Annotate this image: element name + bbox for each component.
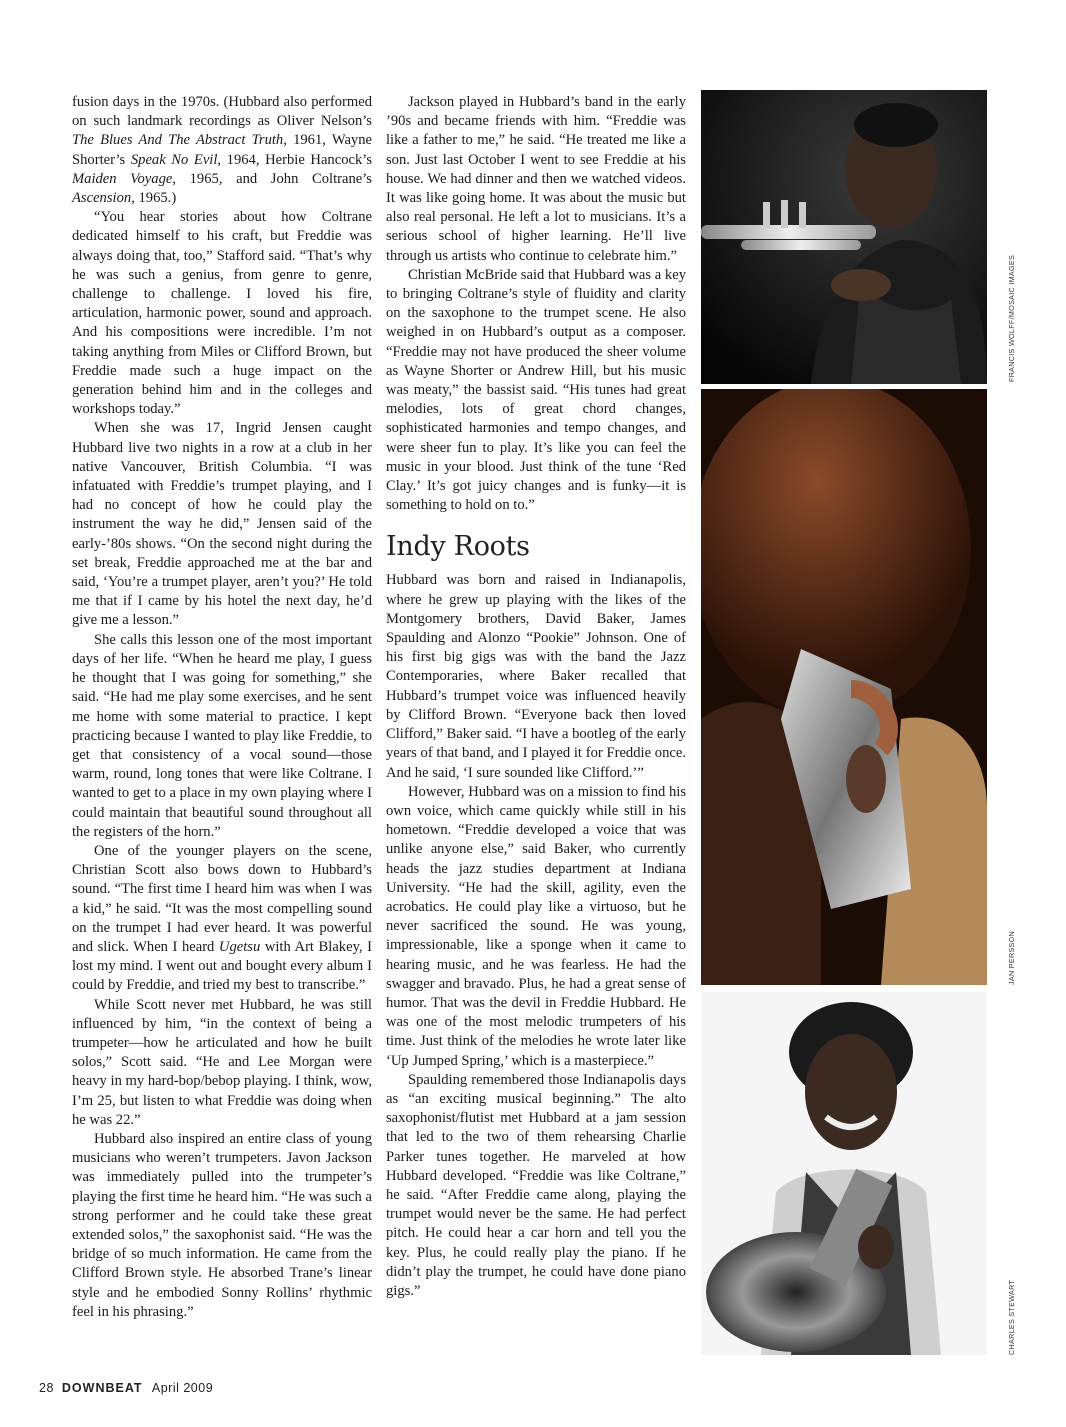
article-paragraph: While Scott never met Hubbard, he was still influenced by him, “in the context of being a trumpeter—how he articulated and how he built solos,” Scott said. “He and Lee Morgan were heavy in my hard-bop/bebop playing. I think, wow, I’m 25, but listen to what Freddie was doing when he was 22.” (72, 996, 372, 1128)
photo-hubbard-closeup-playing (701, 389, 987, 985)
article-paragraph: Hubbard also inspired an entire class of young musicians who weren’t trumpeters. Javon Jackson was immediately pulled into the trumpeter’s playing the first time he heard him. “He was such a strong performer and he could take these great extended solos,” the saxophonist said. “He was the bridge of so much information. He came from the Clifford Brown style. He absorbed Trane’s linear style and he embodied Sonny Rollins’ rhythmic feel in his phrasing.” (72, 1130, 372, 1320)
article-paragraph: “You hear stories about how Coltrane dedicated himself to his craft, but Freddie was always doing that, too,” Stafford said. “That’s why he was such a genius, from genre to genre, challenge to challenge. I loved his fire, articulation, harmonic power, sound and approach. And his compositions were incredible. I’m not taking anything from Miles or Clifford Brown, but Freddie made such a huge impact on the generation behind him and in the colleges and workshops today.” (72, 209, 372, 418)
article-column-2 (386, 93, 686, 1301)
photo-credit-3: CHARLES STEWART (1007, 1279, 1016, 1355)
photo-illustration (701, 389, 987, 985)
italic-title: Speak No Evil (130, 151, 218, 168)
article-paragraph: She calls this lesson one of the most important days of her life. “When he heard me play, I guess he thought that I was going for something,” she said. “He had me play some exercises, and he sent me home with some material to practice. I kept practicing because I wanted to play like Freddie, to get that consistency of a vocal sound—those warm, round, long tones that were like Coltrane. I wanted to get to a place in my own playing where I could maintain that beautiful sound throughout all the registers of the horn.” (72, 631, 372, 840)
article-paragraph: When she was 17, Ingrid Jensen caught Hubbard live two nights in a row at a club in her native Vancouver, British Columbia. “I was infatuated with Freddie’s trumpet playing, and I had no concept of how he could play the instrument the way he did,” Jensen said of the early-’80s shows. “On the second night during the set break, Freddie approached me at the bar and said, ‘You’re a trumpet player, aren’t you?’ He told me that if I came by his hotel the next day, he’d give me a lesson.” (72, 420, 372, 629)
italic-title: Ascension (72, 190, 132, 207)
photo-young-hubbard-with-trumpet (701, 90, 987, 384)
article-paragraph: Hubbard was born and raised in Indianapolis, where he grew up playing with the likes of the Montgomery brothers, David Baker, James Spaulding and Alonzo “Pookie” Johnson. One of his first big gigs was with the band the Jazz Contemporaries, where Baker recalled that Hubbard’s trumpet voice was influenced heavily by Clifford Brown. “Everyone back then loved Clifford,” Baker said. “I have a bootleg of the early years of that band, and I played it for Freddie once. And he said, ‘I sure sounded like Clifford.’” (386, 572, 687, 781)
article-paragraph: Christian McBride said that Hubbard was a key to bringing Coltrane’s style of fluidity and clarity on the saxophone to the trumpet scene. He also weighed in on Hubbard’s output as a composer. “Freddie may not have produced the sheer volume as Wayne Shorter or Andrew Hill, but his music was meaty,” the bassist said. “His tunes had great melodies, lots of great chord changes, sophisticated harmonies and tempo changes, and were sheer fun to play. It’s like you can feel the music in your blood. Just think of the tune ‘Red Clay.’ It’s got juicy changes and is funky—it is something to hold on to.” (386, 266, 686, 514)
section-heading: Indy Roots (386, 531, 530, 563)
article-paragraph: Jackson played in Hubbard’s band in the early ’90s and became friends with him. “Freddie was like a father to me,” he said. “He treated me like a son. Just last October I went to see Freddie at his house. We had dinner and then we watched videos. It was like going home. It was about the music but also real personal. He left a lot to musicians. It’s a serious school of higher learning. He’ll live through us artists who continue to celebrate him.” (386, 94, 686, 264)
issue-date: April 2009 (151, 1381, 214, 1395)
photo-illustration (701, 90, 987, 384)
photo-credit-2: JAN PERSSON (1007, 930, 1016, 985)
article-paragraph: However, Hubbard was on a mission to find his own voice, which came quickly while still in his hometown. “Freddie developed a voice that was unlike anyone else,” said Baker, who currently heads the jazz studies department at Indiana University. “He had the skill, agility, even the acrobatics. He could play like a virtuoso, but he never sacrificed the sound. He was young, impressionable, like a sponge when it came to hearing music, and he was fearless. He had the swagger and bravado. Plus, he had a great sense of humor. That was the devil in Freddie Hubbard. He was one of the most melodic trumpeters of his time. Just think of the melodies he wrote later like ‘Up Jumped Spring,’ which is a masterpiece.” (386, 783, 686, 1069)
page-number: 28 (39, 1381, 54, 1395)
article-paragraph: One of the younger players on the scene, Christian Scott also bows down to Hubbard’s sound. “The first time I heard him was when I was a kid,” he said. “It was the most compelling sound on the trumpet I had ever heard. It was powerful and slick. When I heard Ugetsu with Art Blakey, I lost my mind. I went out and bought every album I could by Freddie, and tried my best to transcribe.” (72, 842, 372, 994)
photo-credit-1: FRANCIS WOLFF/MOSAIC IMAGES (1007, 254, 1016, 382)
column-2-opening-text (386, 93, 686, 515)
photo-hubbard-smiling-with-trumpet (701, 992, 987, 1355)
italic-title: Maiden Voyage (72, 170, 173, 187)
column-2-section-text (386, 571, 686, 1301)
photo-illustration (701, 992, 987, 1355)
article-paragraph: fusion days in the 1970s. (Hubbard also performed on such landmark recordings as Oliver Nelson’s The Blues And The Abstract Truth, 1961, Wayne Shorter’s Speak No Evil, 1964, Herbie Hancock’s Maiden Voyage, 1965, and John Coltrane’s Ascension, 1965.) (72, 94, 372, 207)
italic-title: Ugetsu (218, 938, 261, 955)
article-paragraph: Spaulding remembered those Indianapolis days as “an exciting musical beginning.” The alto saxophonist/flutist met Hubbard at a jam session that led to the two of them rehearsing Charlie Parker tunes together. He marveled at how Hubbard developed. “Freddie was like Coltrane,” he said. “After Freddie came along, playing the trumpet would never be the same. He had perfect pitch. He could hear a car horn and tell you the key. Plus, he could really play the piano. If he didn’t play the trumpet, he could have done piano gigs.” (386, 1071, 686, 1299)
italic-title: The Blues And The Abstract Truth (72, 132, 284, 149)
page-footer (39, 1381, 213, 1395)
article-column-1 (72, 93, 372, 1322)
magazine-name: DOWNBEAT (61, 1381, 143, 1395)
